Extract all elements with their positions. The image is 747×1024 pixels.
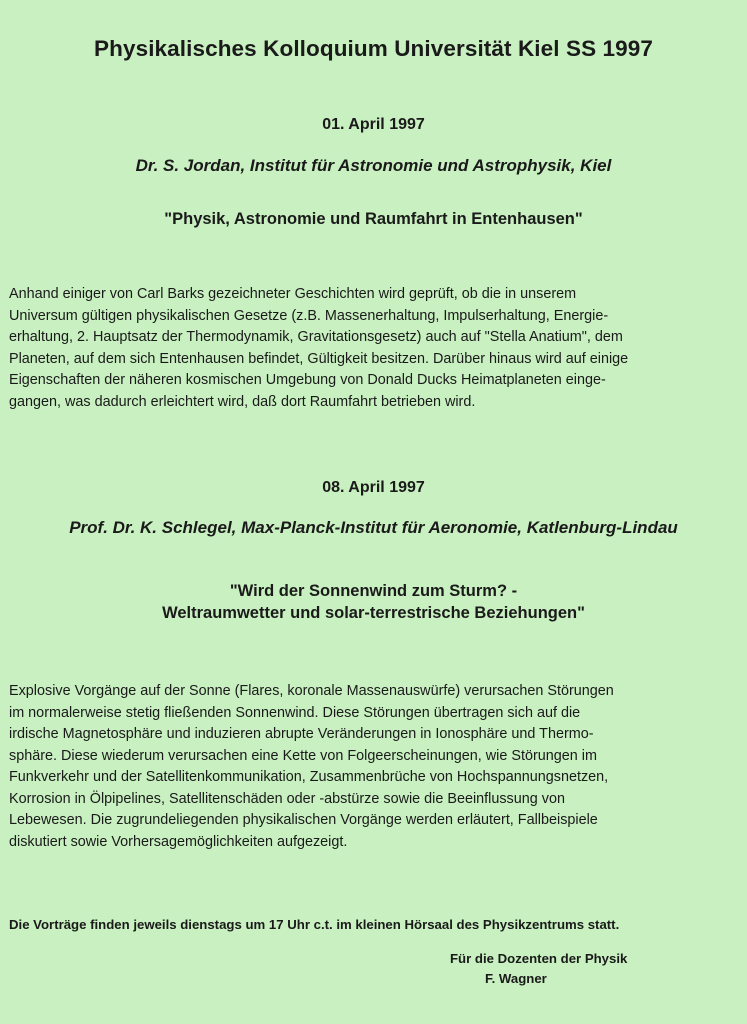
- abstract-line: Lebewesen. Die zugrundeliegenden physikalischen Vorgänge werden erläutert, Fallbeispiele: [9, 812, 598, 828]
- abstract-line: Funkverkehr und der Satellitenkommunikation, Zusammenbrüche von Hochspannungsnetzen,: [9, 769, 609, 785]
- abstract-line: Planeten, auf dem sich Entenhausen befindet, Gültigkeit besitzen. Darüber hinaus wird auf einige: [9, 350, 629, 367]
- abstract-line: gangen, was dadurch erleichtert wird, daß dort Raumfahrt betrieben wird.: [9, 393, 476, 410]
- talk-1-title-line: "Physik, Astronomie und Raumfahrt in Entenhausen": [164, 210, 583, 228]
- abstract-line: Korrosion in Ölpipelines, Satellitenschäden oder -abstürze sowie die Beeinflussung von: [9, 790, 565, 807]
- abstract-line: Universum gültigen physikalischen Gesetze (z.B. Massenerhaltung, Impulserhaltung, Energie-: [9, 307, 609, 324]
- abstract-line: diskutiert sowie Vorhersagemöglichkeiten aufgezeigt.: [9, 833, 348, 850]
- signature-name: F. Wagner: [485, 971, 547, 986]
- abstract-line: Eigenschaften der näheren kosmischen Umgebung von Donald Ducks Heimatplaneten einge-: [9, 372, 606, 388]
- abstract-line: erhaltung, 2. Hauptsatz der Thermodynamik, Gravitationsgesetz) auch auf "Stella Anatium", dem: [9, 329, 623, 345]
- talk-2-title: [0, 580, 747, 624]
- abstract-line: Explosive Vorgänge auf der Sonne (Flares, koronale Massenauswürfe) verursachen Störungen: [9, 683, 614, 699]
- page-title: Physikalisches Kolloquium Universität Kiel SS 1997: [94, 36, 653, 61]
- talk-2-title-line: "Wird der Sonnenwind zum Sturm? -: [229, 582, 518, 600]
- schedule-note: Die Vorträge finden jeweils dienstags um 17 Uhr c.t. im kleinen Hörsaal des Physikzentrums statt.: [9, 917, 620, 932]
- abstract-line: Anhand einiger von Carl Barks gezeichneter Geschichten wird geprüft, ob die in unserem: [9, 286, 577, 302]
- abstract-line: im normalerweise stetig fließenden Sonnenwind. Diese Störungen übertragen sich auf die: [9, 704, 581, 721]
- talk-2-title-line: Weltraumwetter und solar-terrestrische Beziehungen": [162, 604, 585, 622]
- talk-1-title: [0, 208, 747, 230]
- signature-line-1: Für die Dozenten der Physik: [450, 951, 628, 966]
- talk-1-speaker: Dr. S. Jordan, Institut für Astronomie und Astrophysik, Kiel: [135, 156, 612, 175]
- talk-2-abstract: [9, 681, 729, 853]
- abstract-line: sphäre. Diese wiederum verursachen eine Kette von Folgeerscheinungen, wie Störungen im: [9, 747, 597, 764]
- talk-1-abstract: [9, 284, 729, 413]
- abstract-line: irdische Magnetosphäre und induzieren abrupte Veränderungen in Ionosphäre und Thermo-: [9, 726, 594, 742]
- talk-1-date: 01. April 1997: [322, 116, 425, 133]
- talk-2-speaker: Prof. Dr. K. Schlegel, Max-Planck-Institut für Aeronomie, Katlenburg-Lindau: [69, 518, 678, 537]
- talk-2-date: 08. April 1997: [322, 479, 425, 496]
